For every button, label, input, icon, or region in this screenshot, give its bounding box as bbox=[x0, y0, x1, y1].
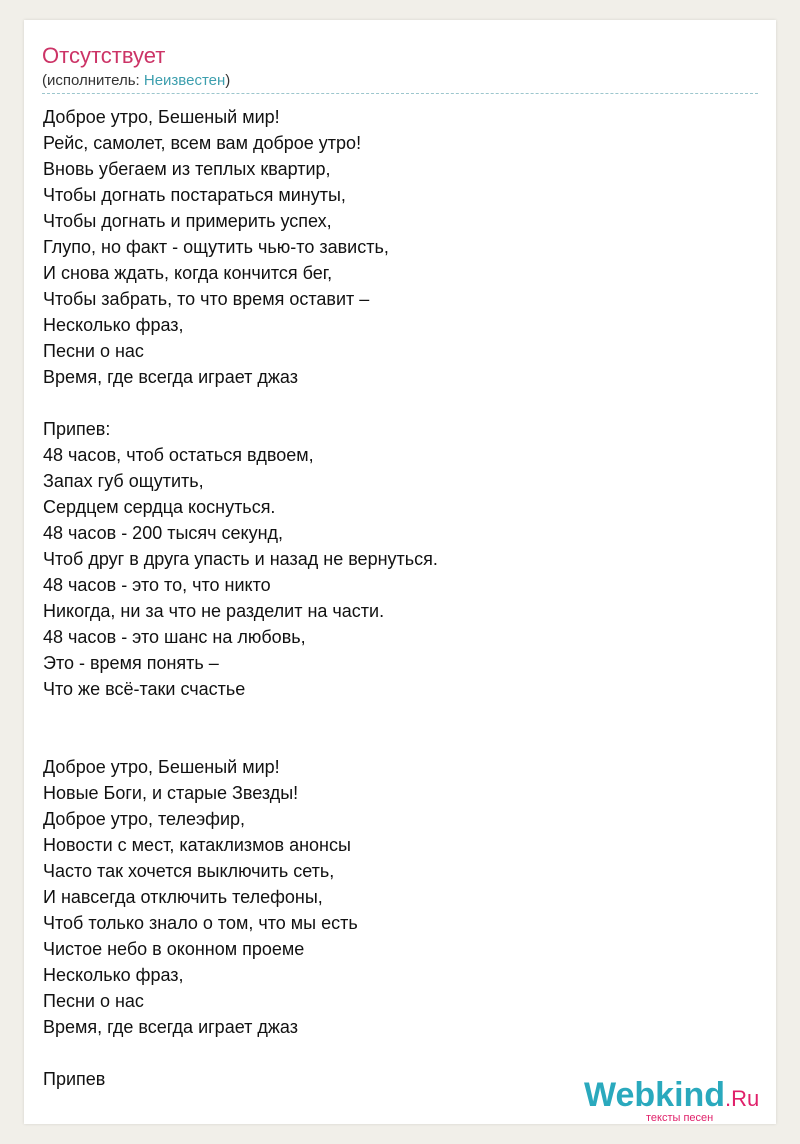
lyric-line: 48 часов - это то, что никто bbox=[43, 575, 271, 595]
lyric-line: Несколько фраз, bbox=[43, 315, 184, 335]
artist-suffix: ) bbox=[225, 72, 231, 89]
lyric-line: Чтобы догнать постараться минуты, bbox=[43, 185, 346, 205]
lyric-line: Новые Боги, и старые Звезды! bbox=[43, 783, 299, 803]
lyric-line: Это - время понять – bbox=[43, 653, 219, 673]
lyric-line bbox=[43, 1040, 743, 1066]
lyric-line: Глупо, но факт - ощутить чью-то зависть, bbox=[43, 237, 389, 257]
lyric-line: И снова ждать, когда кончится бег, bbox=[43, 263, 333, 283]
lyric-line: Чистое небо в оконном проеме bbox=[43, 939, 305, 959]
lyric-line: Новости с мест, катаклизмов анонсы bbox=[43, 835, 351, 855]
lyrics-text bbox=[43, 104, 743, 1092]
logo-tagline: тексты песен bbox=[646, 1112, 714, 1124]
lyric-line: Запах губ ощутить, bbox=[43, 471, 204, 491]
lyric-line: И навсегда отключить телефоны, bbox=[43, 887, 323, 907]
lyric-line: Доброе утро, телеэфир, bbox=[43, 809, 246, 829]
lyric-line: Песни о нас bbox=[43, 991, 144, 1011]
lyric-line: Доброе утро, Бешеный мир! bbox=[43, 107, 280, 127]
lyric-line: Рейс, самолет, всем вам доброе утро! bbox=[43, 133, 362, 153]
lyric-line: 48 часов - это шанс на любовь, bbox=[43, 627, 306, 647]
lyric-line: Доброе утро, Бешеный мир! bbox=[43, 757, 280, 777]
lyric-line: Что же всё-таки счастье bbox=[43, 679, 246, 699]
lyric-line: Припев: bbox=[43, 419, 111, 439]
lyric-line: Песни о нас bbox=[43, 341, 144, 361]
lyric-line: Чтоб только знало о том, что мы есть bbox=[43, 913, 358, 933]
lyric-line: Часто так хочется выключить сеть, bbox=[43, 861, 335, 881]
lyric-line: Сердцем сердца коснуться. bbox=[43, 497, 276, 517]
lyric-line bbox=[43, 728, 743, 754]
lyric-line: Чтобы догнать и примерить успех, bbox=[43, 211, 332, 231]
lyric-line: Чтобы забрать, то что время оставит – bbox=[43, 289, 370, 309]
lyric-line: Припев bbox=[43, 1069, 106, 1089]
lyric-line bbox=[43, 390, 743, 416]
logo-tld: .Ru bbox=[725, 1086, 760, 1111]
artist-line bbox=[42, 72, 230, 90]
lyric-line: Вновь убегаем из теплых квартир, bbox=[43, 159, 331, 179]
site-logo[interactable] bbox=[584, 1076, 760, 1124]
header-divider bbox=[42, 93, 758, 94]
lyric-line: Никогда, ни за что не разделит на части. bbox=[43, 601, 385, 621]
song-title: Отсутствует bbox=[42, 43, 166, 68]
lyric-line: Несколько фраз, bbox=[43, 965, 184, 985]
logo-name: Webkind bbox=[584, 1076, 726, 1114]
lyric-line: Время, где всегда играет джаз bbox=[43, 367, 298, 387]
lyric-line: Время, где всегда играет джаз bbox=[43, 1017, 298, 1037]
artist-link[interactable]: Неизвестен bbox=[143, 72, 226, 89]
lyric-line: 48 часов, чтоб остаться вдвоем, bbox=[43, 445, 314, 465]
lyric-line bbox=[43, 702, 743, 728]
lyric-line: 48 часов - 200 тысяч секунд, bbox=[43, 523, 284, 543]
lyric-line: Чтоб друг в друга упасть и назад не вернуться. bbox=[43, 549, 438, 569]
artist-prefix: (исполнитель: bbox=[42, 72, 144, 89]
